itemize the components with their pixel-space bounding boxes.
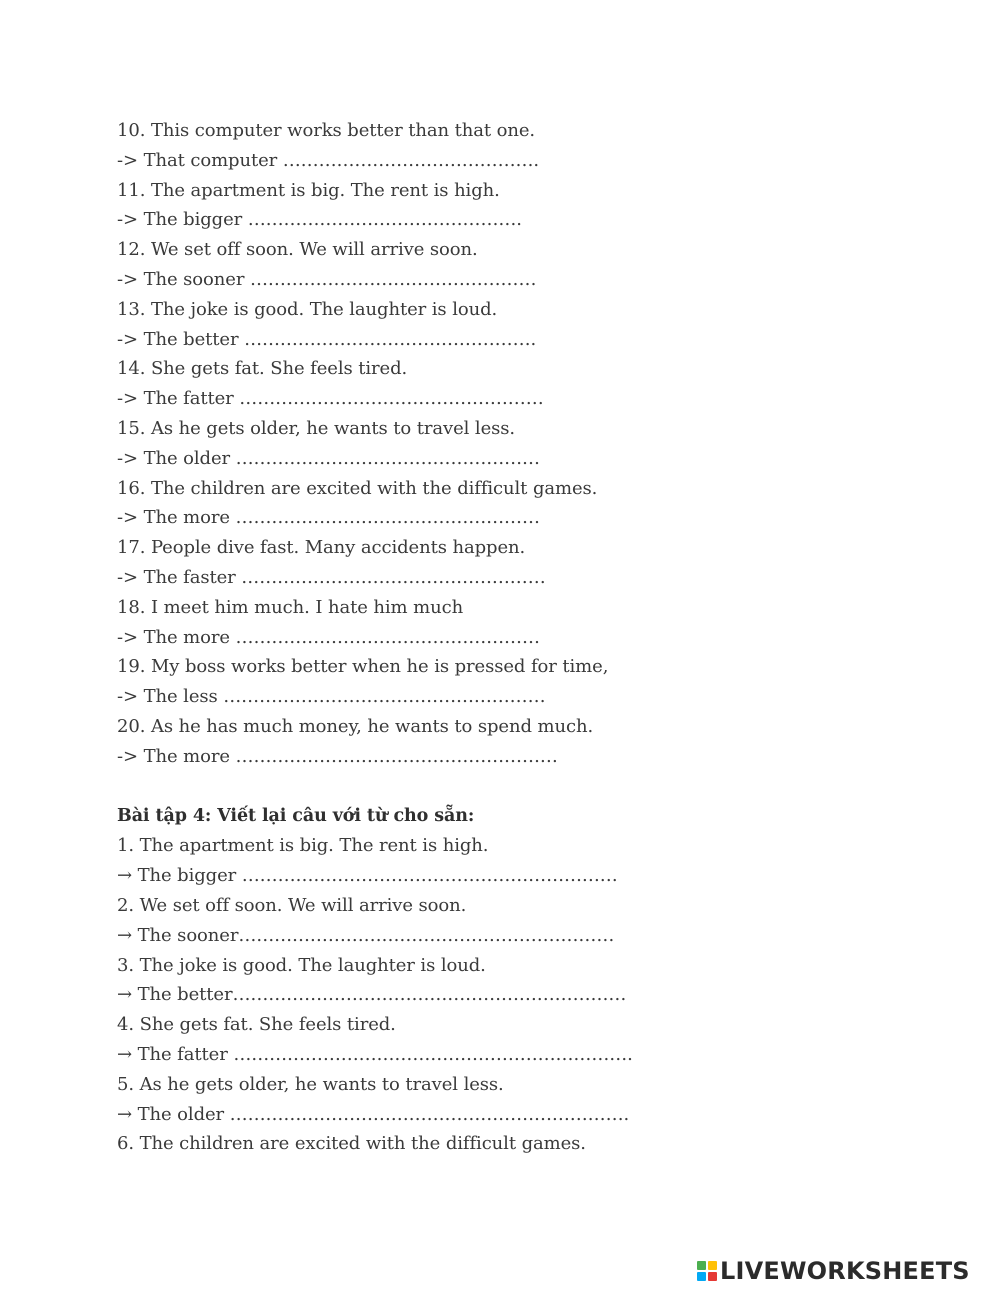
logo-text: LIVEWORKSHEETS bbox=[720, 1257, 970, 1285]
logo-block-red bbox=[708, 1272, 717, 1281]
worksheet-line: -> The better …………………………………………. bbox=[117, 328, 537, 350]
worksheet-line: -> The less ……………………………………………… bbox=[117, 686, 546, 708]
worksheet-line: → The older …………………………………………………………. bbox=[117, 1103, 630, 1125]
worksheet-line: -> The older …………………………………………… bbox=[117, 447, 540, 469]
worksheet-line: 12. We set off soon. We will arrive soon. bbox=[117, 239, 478, 261]
worksheet-line: -> The fatter …………………………………………… bbox=[117, 388, 544, 410]
worksheet-line: 6. The children are excited with the difficult games. bbox=[117, 1133, 586, 1155]
liveworksheets-logo bbox=[697, 1256, 970, 1286]
worksheet-line: 5. As he gets older, he wants to travel less. bbox=[117, 1073, 504, 1095]
logo-block-green bbox=[697, 1261, 706, 1270]
exercise-4-heading: Bài tập 4: Viết lại câu với từ cho sẵn: bbox=[117, 805, 475, 826]
worksheet-line: 2. We set off soon. We will arrive soon. bbox=[117, 894, 467, 916]
worksheet-line: 17. People dive fast. Many accidents happen. bbox=[117, 537, 526, 559]
worksheet-line: -> The more …………………………………………… bbox=[117, 507, 540, 529]
worksheet-line: 11. The apartment is big. The rent is high. bbox=[117, 179, 500, 201]
worksheet-line: 3. The joke is good. The laughter is loud. bbox=[117, 954, 486, 976]
liveworksheets-logo-icon bbox=[697, 1261, 717, 1281]
section-gap bbox=[117, 772, 877, 802]
worksheet-line: -> The faster …………………………………………… bbox=[117, 566, 546, 588]
worksheet-line: → The sooner……………………………………………………… bbox=[117, 924, 615, 946]
worksheet-line: → The bigger ……………………………………………………… bbox=[117, 865, 618, 887]
exercise-4-section bbox=[117, 831, 877, 1159]
worksheet-line: 4. She gets fat. She feels tired. bbox=[117, 1014, 396, 1036]
worksheet-line: 14. She gets fat. She feels tired. bbox=[117, 358, 408, 380]
worksheet-line: 10. This computer works better than that one. bbox=[117, 120, 535, 141]
worksheet-line: 13. The joke is good. The laughter is loud. bbox=[117, 298, 498, 320]
worksheet-line: 20. As he has much money, he wants to spend much. bbox=[117, 715, 594, 737]
worksheet-line: -> The more …………………………………………… bbox=[117, 626, 540, 648]
worksheet-line: -> The bigger ………………………………………. bbox=[117, 209, 522, 231]
worksheet-line: -> The sooner ………………………………………… bbox=[117, 268, 537, 290]
worksheet-content bbox=[117, 116, 877, 1159]
worksheet-line: -> The more ……………………………………………… bbox=[117, 745, 558, 767]
worksheet-line: 15. As he gets older, he wants to travel less. bbox=[117, 417, 516, 439]
worksheet-line: 1. The apartment is big. The rent is high. bbox=[117, 835, 489, 857]
worksheet-line: 19. My boss works better when he is pressed for time, bbox=[117, 656, 609, 678]
worksheet-line: 16. The children are excited with the difficult games. bbox=[117, 477, 598, 499]
worksheet-line: 18. I meet him much. I hate him much bbox=[117, 596, 464, 618]
logo-block-blue bbox=[697, 1272, 706, 1281]
logo-block-yellow bbox=[708, 1261, 717, 1270]
worksheet-line: → The fatter …………………………………………………………. bbox=[117, 1043, 633, 1065]
worksheet-line: -> That computer ……………………………………. bbox=[117, 149, 540, 171]
exercise-3-section bbox=[117, 116, 877, 772]
worksheet-line: → The better………………………………………………………… bbox=[117, 984, 627, 1006]
